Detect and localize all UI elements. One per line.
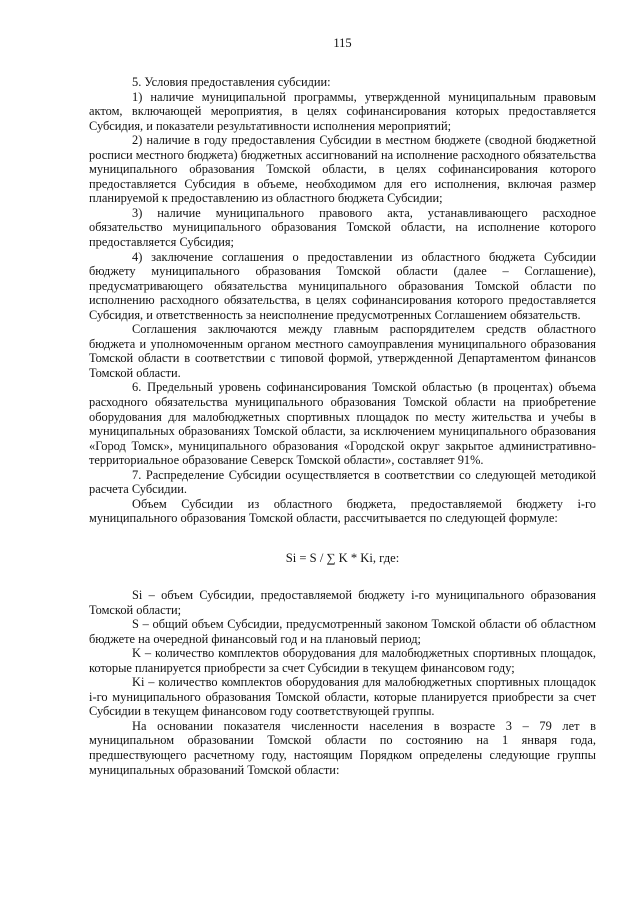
definition-k: K – количество комплектов оборудования для малобюджетных спортивных площадок, которые планируется приобрести за счет Субсидии в текущем финансовом году; xyxy=(89,646,596,675)
definition-si: Si – объем Субсидии, предоставляемой бюджету i-го муниципального образования Томской области; xyxy=(89,587,596,617)
definition-ki: Ki – количество комплектов оборудования для малобюджетных спортивных площадок i-го муниципального образования Томской области, которые планируется приобрести за счет Субсидии в текущем финансовом году соответствующей группы. xyxy=(89,675,596,719)
definition-s: S – общий объем Субсидии, предусмотренный законом Томской области об областном бюджете на очередной финансовый год и на плановый период; xyxy=(89,617,596,646)
paragraph-condition-4: 4) заключение соглашения о предоставлении из областного бюджета Субсидии бюджету муниципального образования Томской области (далее – Соглашение), предусматривающего обязательства муниципального образования Томской области по исполнению расходного обязательства, в целях софинансирования которого предоставляется Субсидия, и ответственность за неисполнение предусмотренных Соглашением обязательств. xyxy=(89,249,596,322)
paragraph-formula-intro: Объем Субсидии из областного бюджета, предоставляемой бюджету i-го муниципального образования Томской области, рассчитывается по следующей формуле: xyxy=(89,496,596,526)
page-number: 115 xyxy=(333,36,352,50)
paragraph-condition-3: 3) наличие муниципального правового акта, устанавливающего расходное обязательство муниципального образования Томской области, на исполнение которого предоставляется Субсидия; xyxy=(89,205,596,250)
paragraph-section-6: 6. Предельный уровень софинансирования Томской областью (в процентах) объема расходного обязательства муниципального образования Томской области на приобретение оборудования для малобюджетных спортивных площадок по месту жительства и учебы в муниципальных образованиях Томской области, за исключением муниципального образования «Город Томск», муниципального образования «Городской округ закрытое административно-территориальное образование Северск Томской области», составляет 91%. xyxy=(89,380,596,468)
paragraph-section-7: 7. Распределение Субсидии осуществляется в соответствии со следующей методикой расчета Субсидии. xyxy=(89,467,596,497)
paragraph-condition-2: 2) наличие в году предоставления Субсидии в местном бюджете (сводной бюджетной росписи местного бюджета) бюджетных ассигнований на исполнение расходного обязательства муниципального образования Томской области, в целях софинансирования которого предоставляется Субсидия в объеме, необходимом для его исполнения, включая размер планируемой к предоставлению из областного бюджета Субсидии; xyxy=(89,133,596,206)
subsidy-formula: Si = S / ∑ K * Ki, где: xyxy=(285,550,400,565)
paragraph-agreements: Соглашения заключаются между главным распорядителем средств областного бюджета и уполномоченным органом местного самоуправления муниципального образования Томской области в соответствии с типовой формой, утвержденной Департаментом финансов Томской области. xyxy=(89,322,596,380)
paragraph-section-5-heading: 5. Условия предоставления субсидии: xyxy=(132,75,331,89)
paragraph-condition-1: 1) наличие муниципальной программы, утвержденной муниципальным правовым актом, включающей мероприятия, в целях софинансирования которых предоставляется Субсидия, и показатели результативности исполнения мероприятий; xyxy=(89,89,596,133)
paragraph-population-groups: На основании показателя численности населения в возрасте 3 – 79 лет в муниципальном образовании Томской области по состоянию на 1 января года, предшествующего расчетному году, настоящим Порядком определены следующие группы муниципальных образований Томской области: xyxy=(89,718,596,777)
